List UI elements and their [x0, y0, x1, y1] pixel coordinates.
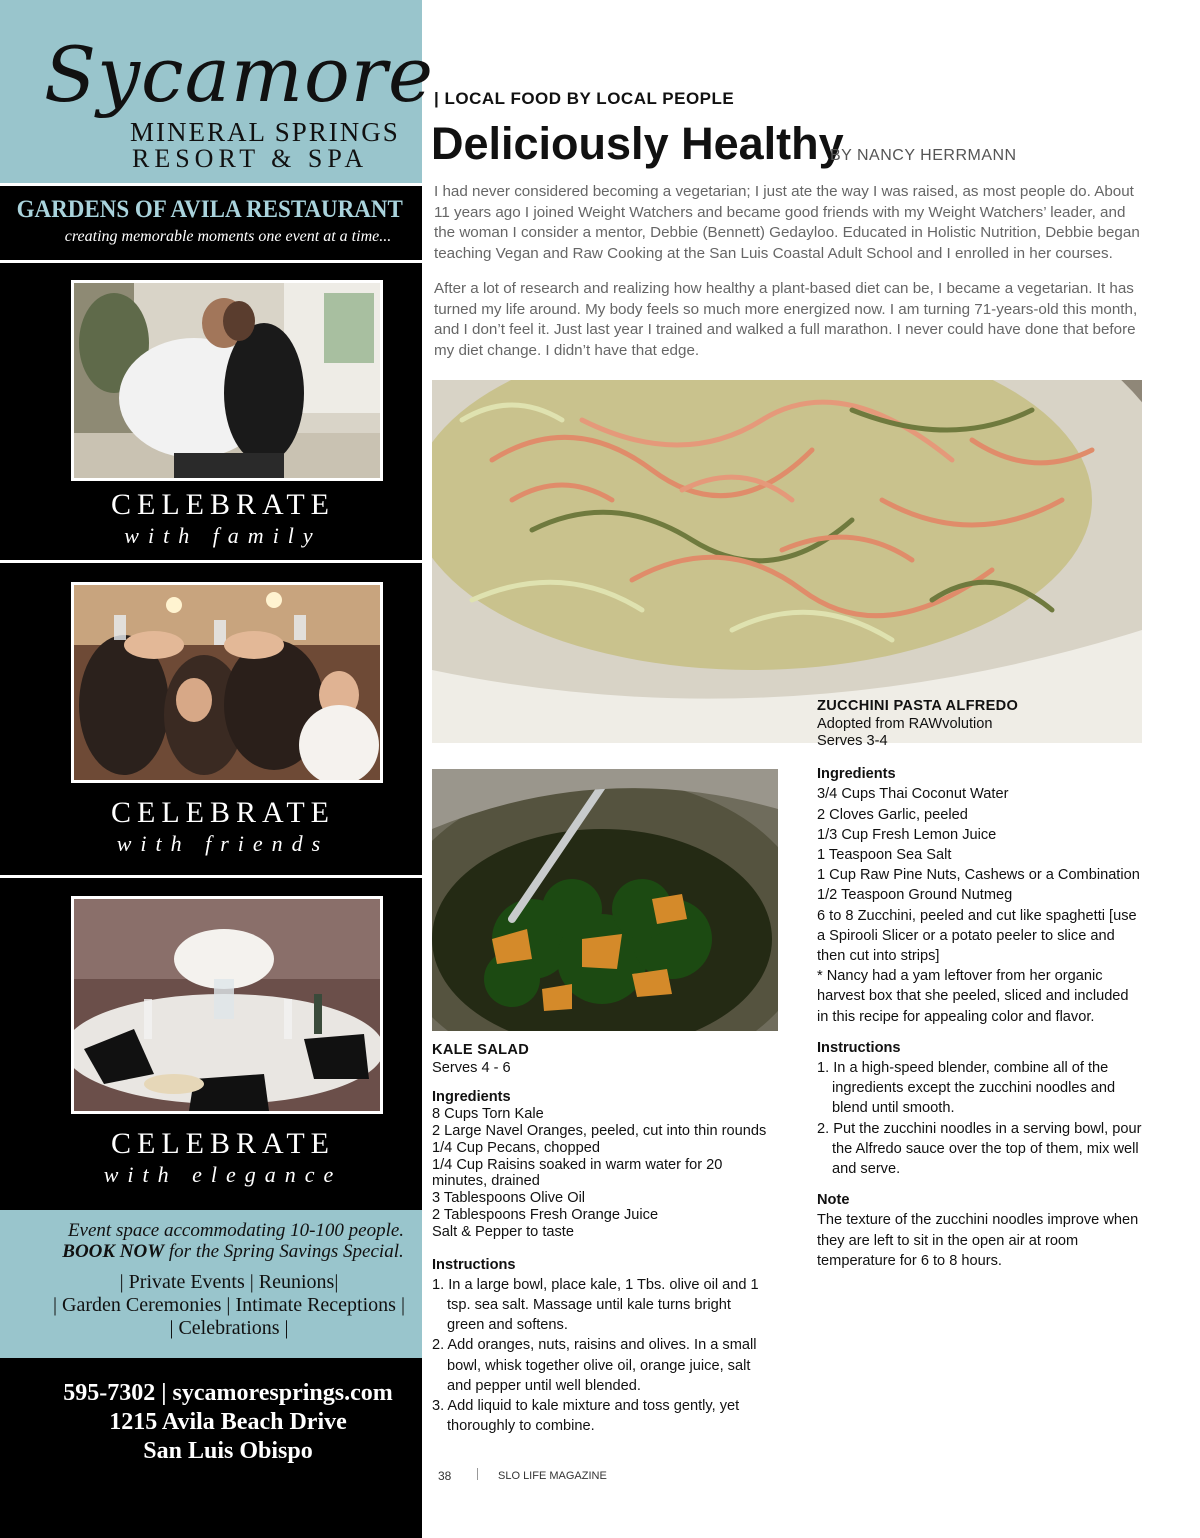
ingredient-item: 6 to 8 Zucchini, peeled and cut like spaghetti [use a Spirooli Slicer or a potato peeler to slice and then cut into strips]	[817, 907, 1137, 965]
event-capacity: Event space accommodating 10-100 people.	[67, 1220, 405, 1241]
resort-advertisement	[0, 0, 435, 1538]
instruction-step: 3. Add liquid to kale mixture and toss gently, yet thoroughly to combine.	[432, 1398, 740, 1435]
article-paragraph: After a lot of research and realizing how healthy a plant-based diet can be, I became a vegetarian. It has turned my life around. My body feels so much more energized now. I am turning 71-years-old this month, and I don’t feel it. Just last year I trained and walked a full marathon. I never could have done that before my diet change. I didn’t have that edge.	[434, 280, 1138, 359]
kale-ingredients-label: Ingredients	[432, 1089, 511, 1106]
ingredient-item: 1/3 Cup Fresh Lemon Juice	[817, 826, 997, 843]
ingredient-item: Salt & Pepper to taste	[432, 1223, 574, 1240]
resort-logo	[0, 0, 435, 183]
ingredient-note: * Nancy had a yam leftover from her organic harvest box that she peeled, sliced and included in this recipe for appealing color and flavor.	[817, 968, 1129, 1025]
elegance-photo	[71, 896, 383, 1114]
instruction-step: 1. In a high-speed blender, combine all of the ingredients except the zucchini noodles and blend until smooth.	[817, 1060, 1116, 1117]
article-byline: BY NANCY HERRMANN	[830, 147, 1017, 164]
ingredient-item: 3 Tablespoons Olive Oil	[432, 1190, 586, 1207]
footer-divider	[477, 1468, 478, 1480]
friends-photo	[71, 582, 383, 783]
celebrate-title-3: CELEBRATE	[111, 1127, 335, 1160]
zucchini-serves: Serves 3-4	[817, 733, 888, 750]
kale-recipe	[432, 1040, 772, 1436]
page-number: 38	[438, 1469, 452, 1483]
ingredient-item: 2 Cloves Garlic, peeled	[817, 806, 968, 823]
family-photo	[71, 280, 383, 481]
zucchini-pasta-photo	[432, 380, 1142, 743]
instruction-step: 2. Put the zucchini noodles in a serving bowl, pour the Alfredo sauce over the top of them, mix well and serve.	[817, 1120, 1142, 1178]
ingredient-item: 1 Cup Raw Pine Nuts, Cashews or a Combination	[817, 867, 1140, 884]
restaurant-name: GARDENS OF AVILA RESTAURANT	[16, 196, 403, 223]
book-now-text: BOOK NOW	[62, 1241, 165, 1262]
zucchini-recipe-title: ZUCCHINI PASTA ALFREDO	[817, 698, 1019, 714]
logo-line-2: RESORT & SPA	[132, 144, 369, 173]
celebrate-title-2: CELEBRATE	[111, 796, 335, 829]
event-services-line-2: | Garden Ceremonies | Intimate Receptions |	[53, 1294, 405, 1316]
ingredient-item: 1/2 Teaspoon Ground Nutmeg	[817, 887, 1013, 904]
ingredient-item: 1 Teaspoon Sea Salt	[817, 847, 952, 864]
ingredient-item: 8 Cups Torn Kale	[432, 1106, 544, 1123]
zucchini-recipe	[817, 696, 1142, 1271]
divider	[0, 183, 422, 186]
logo-script-text: Sycamore	[44, 30, 435, 119]
ingredient-item: 3/4 Cups Thai Coconut Water	[817, 786, 1009, 803]
celebrate-sub-1: with family	[124, 523, 322, 548]
booking-rest-text: for the Spring Savings Special.	[164, 1241, 404, 1262]
event-booking	[0, 1241, 466, 1263]
ingredient-item: 2 Tablespoons Fresh Orange Juice	[432, 1206, 659, 1223]
celebrate-sub-3: with elegance	[103, 1162, 343, 1187]
restaurant-tagline: creating memorable moments one event at a time...	[64, 228, 392, 245]
ingredient-item: 2 Large Navel Oranges, peeled, cut into thin rounds	[432, 1123, 767, 1139]
divider	[0, 260, 422, 263]
kale-instructions-label: Instructions	[432, 1256, 516, 1273]
logo-line-1: MINERAL SPRINGS	[130, 117, 400, 147]
ingredient-item: 1/4 Cup Raisins soaked in warm water for 20 minutes, drained	[432, 1156, 723, 1190]
zucchini-ingredients-label: Ingredients	[817, 766, 896, 783]
ingredient-item: 1/4 Cup Pecans, chopped	[432, 1139, 600, 1156]
article-paragraph: I had never considered becoming a vegetarian; I just ate the way I was raised, as most people do. About 11 years ago I joined Weight Watchers and became good friends with my Weight Watchers’ leader, and the woman I consider a mentor, Debbie (Bennett) Gedayloo. Educated in Holistic Nutrition, Debbie began teaching Vegan and Raw Cooking at the San Luis Coastal Adult School and I enrolled in her courses.	[434, 183, 1140, 262]
event-services-line-3: | Celebrations |	[169, 1317, 289, 1339]
contact-city: San Luis Obispo	[143, 1438, 313, 1464]
zucchini-note-label: Note	[817, 1192, 850, 1209]
zucchini-note: The texture of the zucchini noodles improve when they are left to sit in the open air at room temperature for 6 to 8 hours.	[817, 1212, 1139, 1269]
instruction-step: 1. In a large bowl, place kale, 1 Tbs. olive oil and 1 tsp. sea salt. Massage until kale turns bright green and softens.	[432, 1276, 759, 1334]
kale-serves: Serves 4 - 6	[432, 1060, 511, 1077]
celebrate-sub-2: with friends	[116, 831, 330, 856]
section-kicker: | LOCAL FOOD BY LOCAL PEOPLE	[434, 89, 735, 108]
zucchini-instructions-label: Instructions	[817, 1039, 901, 1056]
kale-salad-photo	[432, 769, 778, 1031]
kale-recipe-title: KALE SALAD	[432, 1042, 530, 1058]
event-services-line-1: | Private Events | Reunions|	[119, 1271, 339, 1293]
celebrate-title-1: CELEBRATE	[111, 488, 335, 521]
article-title: Deliciously Healthy	[431, 118, 844, 169]
magazine-name: SLO LIFE MAGAZINE	[498, 1470, 607, 1482]
zucchini-adopted: Adopted from RAWvolution	[817, 716, 993, 733]
divider	[0, 560, 422, 563]
contact-address: 1215 Avila Beach Drive	[109, 1409, 347, 1435]
divider	[0, 875, 422, 878]
contact-phone-website: 595-7302 | sycamoresprings.com	[63, 1380, 393, 1406]
instruction-step: 2. Add oranges, nuts, raisins and olives. In a small bowl, whisk together olive oil, orange juice, salt and pepper until well blended.	[432, 1337, 757, 1394]
